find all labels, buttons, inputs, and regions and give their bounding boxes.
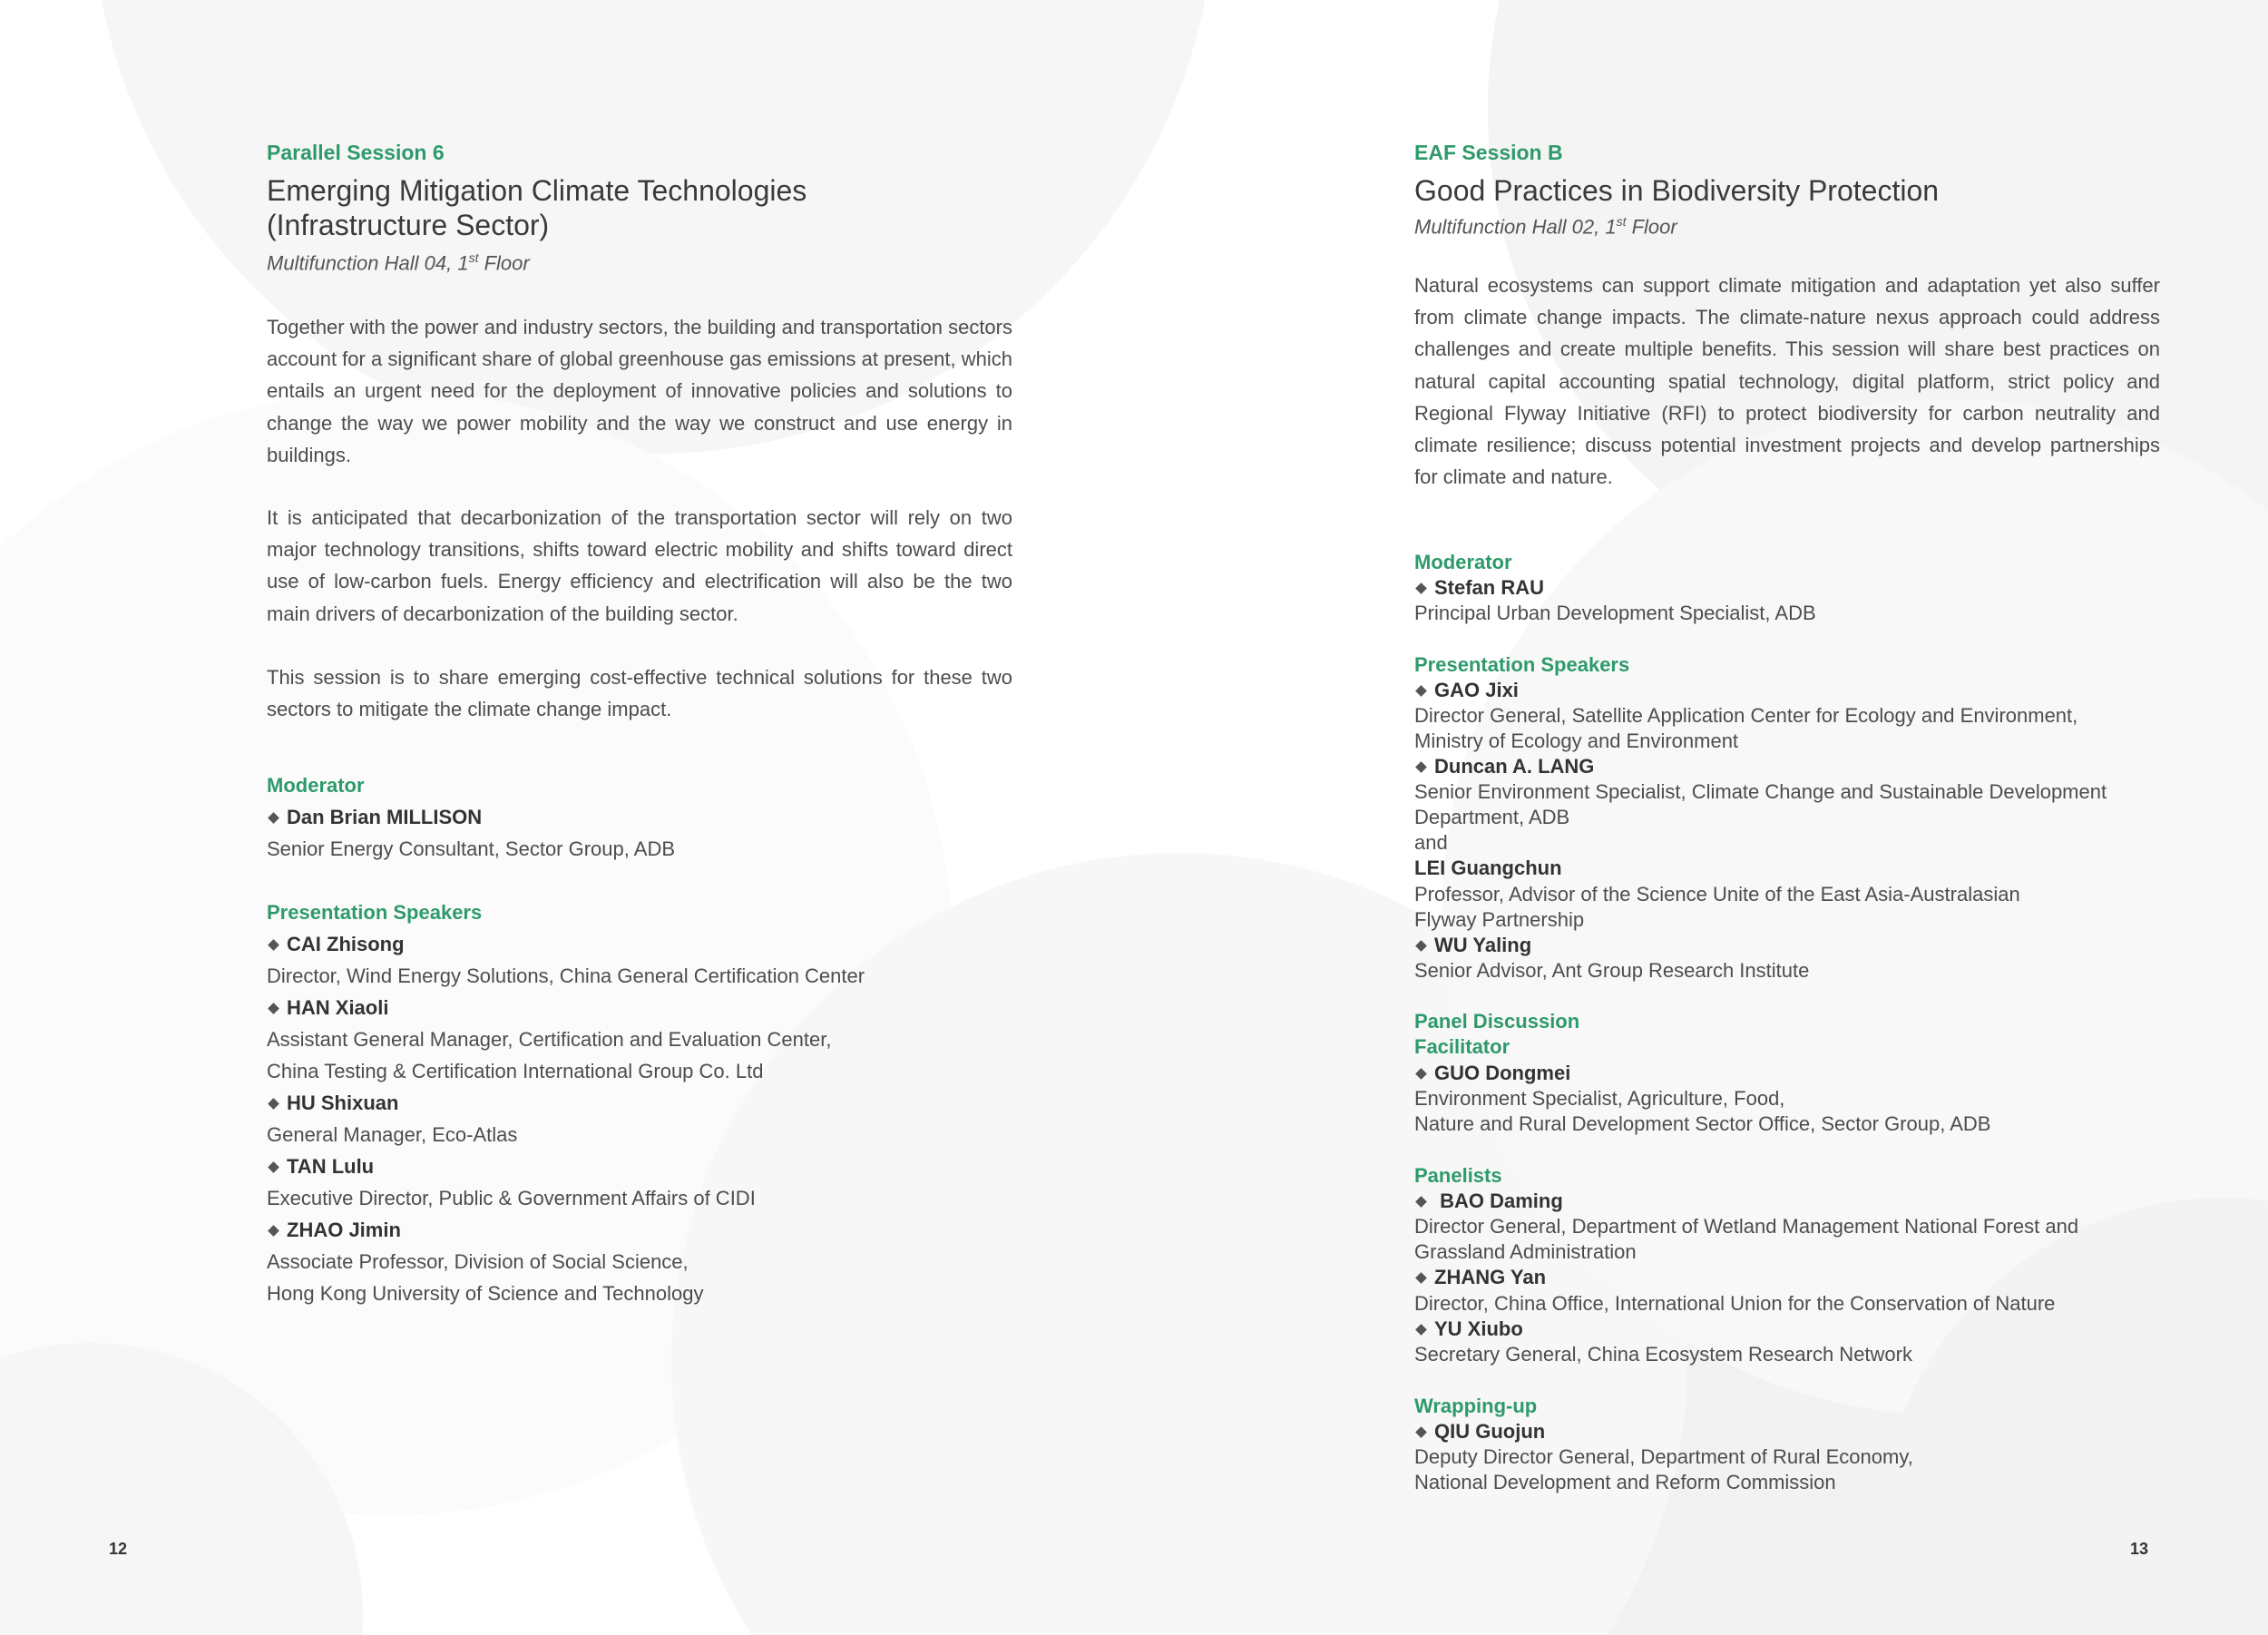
session-title — [267, 173, 807, 242]
session-label: EAF Session B — [1414, 141, 1563, 164]
moderator-heading: Moderator — [1414, 551, 1512, 573]
speaker-role: Senior Advisor, Ant Group Research Institute — [1414, 959, 1810, 982]
moderator-name: Stefan RAU — [1414, 576, 1544, 600]
wrapping-up-role: Deputy Director General, Department of Rural Economy, — [1414, 1445, 1913, 1468]
bullet-diamond-icon — [268, 939, 279, 951]
session-title: Good Practices in Biodiversity Protection — [1414, 174, 1940, 207]
bullet-diamond-icon — [268, 1225, 279, 1237]
speaker-role: Associate Professor, Division of Social Science, — [267, 1250, 689, 1273]
speaker-role: Assistant General Manager, Certification and Evaluation Center, — [267, 1028, 832, 1051]
speaker-role: Flyway Partnership — [1414, 908, 1585, 931]
facilitator-heading: Facilitator — [1414, 1035, 1510, 1058]
panelist-role: Director, China Office, International Union for the Conservation of Nature — [1414, 1292, 2056, 1315]
session-title-line-2: (Infrastructure Sector) — [267, 209, 550, 241]
description-paragraph-2: It is anticipated that decarbonization of the transportation sector will rely on two major technology transitions, shifts toward electric mobility and shifts toward direct use of low-carbon fuels. Energy efficiency and electrification will also be the two main drivers of decarbonization of the building sector. — [267, 506, 1012, 625]
session-venue: Multifunction Hall 04, 1st Floor — [267, 250, 530, 275]
speaker-role: Senior Environment Specialist, Climate Change and Sustainable Development — [1414, 780, 2107, 803]
bullet-diamond-icon — [1415, 940, 1427, 952]
wrapping-up-heading: Wrapping-up — [1414, 1395, 1538, 1417]
speaker-name: Duncan A. LANG — [1414, 755, 1594, 778]
speaker-role: Director, Wind Energy Solutions, China General Certification Center — [267, 964, 865, 987]
speaker-role: Professor, Advisor of the Science Unite of the East Asia-Australasian — [1414, 883, 2020, 906]
bullet-diamond-icon — [1415, 1426, 1427, 1438]
facilitator-role: Nature and Rural Development Sector Office, Sector Group, ADB — [1414, 1112, 1991, 1135]
panelist-name: BAO Daming — [1414, 1190, 1563, 1213]
wrapping-up-name: QIU Guojun — [1414, 1420, 1545, 1444]
bullet-diamond-icon — [268, 1098, 279, 1110]
page-number: 13 — [2130, 1540, 2149, 1558]
panel-discussion-heading: Panel Discussion — [1414, 1010, 1580, 1033]
panelist-role: Grassland Administration — [1414, 1240, 1637, 1263]
bullet-diamond-icon — [1415, 1272, 1427, 1284]
speaker-name: CAI Zhisong — [267, 933, 405, 956]
bullet-diamond-icon — [1415, 583, 1427, 594]
panelists-heading: Panelists — [1414, 1164, 1502, 1187]
panelist-role: Director General, Department of Wetland Management National Forest and — [1414, 1215, 2079, 1238]
page-number: 12 — [109, 1540, 128, 1558]
session-label: Parallel Session 6 — [267, 141, 445, 164]
bullet-diamond-icon — [268, 1161, 279, 1173]
panelist-role: Secretary General, China Ecosystem Research Network — [1414, 1343, 1912, 1366]
speaker-name: WU Yaling — [1414, 934, 1531, 957]
panelist-name: YU Xiubo — [1414, 1317, 1523, 1341]
speaker-role: General Manager, Eco-Atlas — [267, 1123, 518, 1146]
connector-text: and — [1414, 831, 1448, 854]
moderator-role: Principal Urban Development Specialist, ADB — [1414, 602, 1816, 624]
bullet-diamond-icon — [268, 812, 279, 824]
facilitator-name: GUO Dongmei — [1414, 1062, 1570, 1085]
speaker-role: Director General, Satellite Application Center for Ecology and Environment, — [1414, 704, 2078, 727]
session-venue: Multifunction Hall 02, 1st Floor — [1414, 214, 1677, 239]
speakers-heading: Presentation Speakers — [1414, 653, 1630, 676]
speaker-name: HU Shixuan — [267, 1092, 398, 1115]
moderator-heading: Moderator — [267, 774, 365, 797]
bullet-diamond-icon — [1415, 1196, 1427, 1208]
speaker-role: Department, ADB — [1414, 806, 1570, 828]
speaker-name: GAO Jixi — [1414, 679, 1519, 702]
bullet-diamond-icon — [268, 1003, 279, 1014]
speaker-role: Executive Director, Public & Government Affairs of CIDI — [267, 1187, 756, 1209]
wrapping-up-role: National Development and Reform Commission — [1414, 1471, 1836, 1493]
speaker-name: TAN Lulu — [267, 1155, 374, 1179]
facilitator-role: Environment Specialist, Agriculture, Food, — [1414, 1087, 1785, 1110]
speaker-role: Hong Kong University of Science and Technology — [267, 1282, 704, 1305]
session-title-line-1: Emerging Mitigation Climate Technologies — [267, 174, 807, 207]
speaker-name: ZHAO Jimin — [267, 1219, 401, 1242]
bullet-diamond-icon — [1415, 761, 1427, 773]
speaker-name: LEI Guangchun — [1414, 857, 1562, 879]
bullet-diamond-icon — [1415, 1068, 1427, 1080]
bullet-diamond-icon — [1415, 1324, 1427, 1336]
description-paragraph-3: This session is to share emerging cost-effective technical solutions for these two sectors to mitigate the climate change impact. — [267, 666, 1012, 721]
speakers-heading: Presentation Speakers — [267, 901, 483, 924]
moderator-name: Dan Brian MILLISON — [267, 806, 482, 829]
bullet-diamond-icon — [1415, 685, 1427, 697]
description-paragraph: Natural ecosystems can support climate mitigation and adaptation yet also suffer from climate change impacts. The climate-nature nexus approach could address challenges and create multiple benefits. This session will share best practices on natural capital accounting spatial technology, digital platform, strict policy and Regional Flyway Initiative (RFI) to protect biodiversity for carbon neutrality and climate resilience; discuss potential investment projects and develop partnerships for climate and nature. — [1414, 274, 2160, 489]
speaker-role: Ministry of Ecology and Environment — [1414, 729, 1739, 752]
speaker-name: HAN Xiaoli — [267, 996, 388, 1020]
moderator-role: Senior Energy Consultant, Sector Group, ADB — [267, 837, 676, 860]
speaker-role: China Testing & Certification International Group Co. Ltd — [267, 1060, 764, 1082]
description-paragraph-1: Together with the power and industry sectors, the building and transportation sectors account for a significant share of global greenhouse gas emissions at present, which entails an urgent need for the deployment of innovative policies and solutions to change the way we power mobility and the way we construct and use energy in buildings. — [267, 316, 1012, 466]
panelist-name: ZHANG Yan — [1414, 1266, 1546, 1289]
